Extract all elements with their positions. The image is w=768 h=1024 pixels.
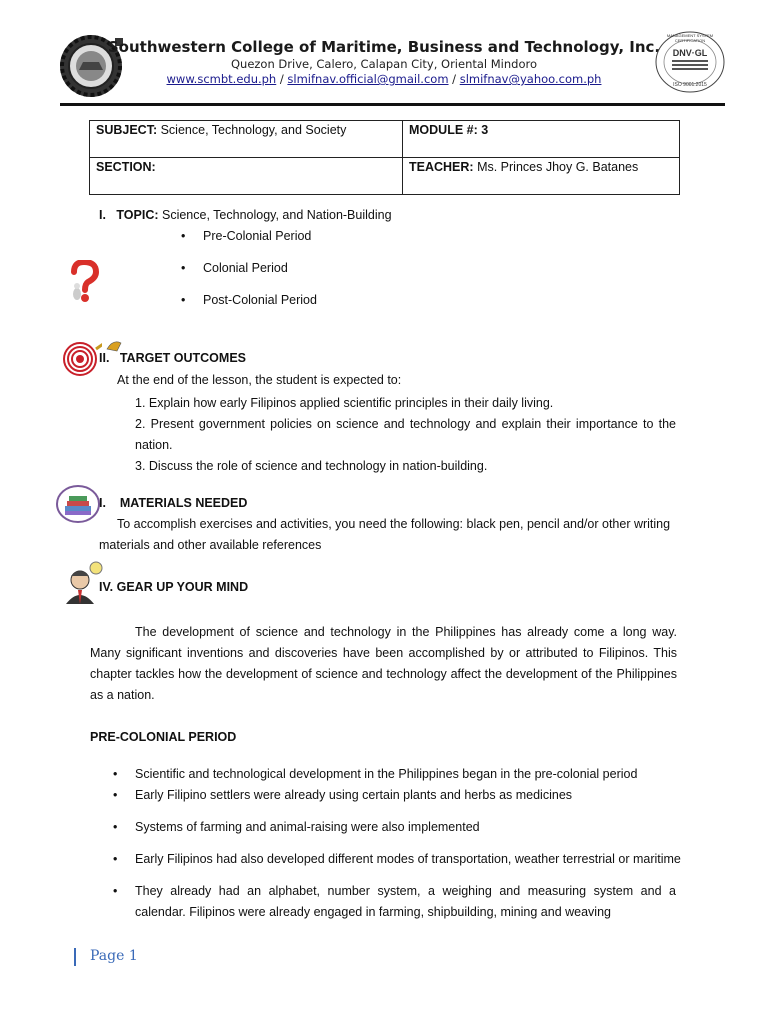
outcomes-title: TARGET OUTCOMES — [119, 351, 246, 365]
seal-bottom-text: ISO 9001:2015 — [673, 82, 707, 88]
certification-seal — [654, 30, 726, 94]
header-rule — [60, 103, 725, 106]
precolonial-item: • Early Filipinos had also developed different modes of transportation, weather terrestrial or maritime — [135, 852, 681, 866]
topic-item: • Colonial Period — [203, 261, 288, 275]
outcomes-number: II. — [99, 351, 110, 365]
school-address: Quezon Drive, Calero, Calapan City, Oriental Mindoro — [230, 57, 538, 71]
school-links — [0, 72, 768, 86]
precolonial-heading: PRE-COLONIAL PERIOD — [90, 730, 237, 744]
module-label: MODULE #: 3 — [409, 123, 489, 137]
yahoo-email-link[interactable]: slmifnav@yahoo.com.ph — [459, 72, 602, 86]
gear-up-heading: IV. GEAR UP YOUR MIND — [99, 580, 249, 594]
link-separator: / — [276, 72, 288, 86]
materials-text-first: To accomplish exercises and activities, you need the following: black pen, pencil and/or other writing — [117, 517, 671, 531]
precolonial-item: • Systems of farming and animal-raising were also implemented — [135, 820, 480, 834]
materials-number: I. — [99, 496, 106, 510]
topic-line — [99, 208, 392, 222]
section-label: SECTION: — [96, 160, 156, 174]
gear-up-paragraph: The development of science and technology in the Philippines has already come a long way. Many significant inventions and discoveries have been accomplished by or attributed to Filipinos. This chapter tackles how the development of science and technology affect the development of the Philippines as a nation. — [90, 625, 677, 702]
question-mark-icon — [64, 260, 104, 304]
subject-value: Science, Technology, and Society — [157, 123, 347, 137]
teacher-label: TEACHER: — [409, 160, 474, 174]
books-icon — [55, 484, 101, 524]
precolonial-item: • Early Filipino settlers were already using certain plants and herbs as medicines — [135, 788, 572, 802]
official-email-link[interactable]: slmifnav.official@gmail.com — [287, 72, 449, 86]
seal-mid-text: DNV·GL — [672, 48, 708, 58]
materials-title: MATERIALS NEEDED — [119, 496, 248, 510]
outcome-item: 3. Discuss the role of science and technology in nation-building. — [135, 459, 488, 473]
materials-heading — [99, 496, 247, 510]
school-name: Southwestern College of Maritime, Business and Technology, Inc. — [107, 38, 661, 56]
seal-top-text: MANAGEMENT SYSTEM CERTIFICATION — [666, 33, 714, 43]
topic-value: Science, Technology, and Nation-Building — [158, 208, 392, 222]
topic-item: • Pre-Colonial Period — [203, 229, 311, 243]
precolonial-item: • They already had an alphabet, number system, a weighing and measuring system and a calendar. Filipinos were already engaged in farming, shipbuilding, mining and weaving — [135, 881, 676, 923]
outcomes-heading — [99, 351, 246, 365]
topic-number: I. — [99, 208, 106, 222]
precolonial-item: • Scientific and technological development in the Philippines began in the pre-colonial period — [135, 767, 637, 781]
website-link[interactable]: www.scmbt.edu.ph — [166, 72, 277, 86]
page-number: Page 1 — [90, 948, 138, 964]
link-separator: / — [448, 72, 460, 86]
teacher-value: Ms. Princes Jhoy G. Batanes — [473, 160, 639, 174]
materials-text-second: materials and other available references — [99, 538, 322, 552]
info-table — [89, 120, 680, 195]
outcomes-intro: At the end of the lesson, the student is expected to: — [117, 373, 402, 387]
target-icon — [62, 340, 102, 376]
outcome-item: 2. Present government policies on science and technology and explain their importance to the nation. — [135, 417, 676, 452]
topic-item: • Post-Colonial Period — [203, 293, 317, 307]
topic-label: TOPIC: — [116, 208, 159, 222]
page-marker-bar — [74, 948, 76, 966]
outcome-item: 1. Explain how early Filipinos applied scientific principles in their daily living. — [135, 396, 554, 410]
subject-label: SUBJECT: — [96, 123, 158, 137]
